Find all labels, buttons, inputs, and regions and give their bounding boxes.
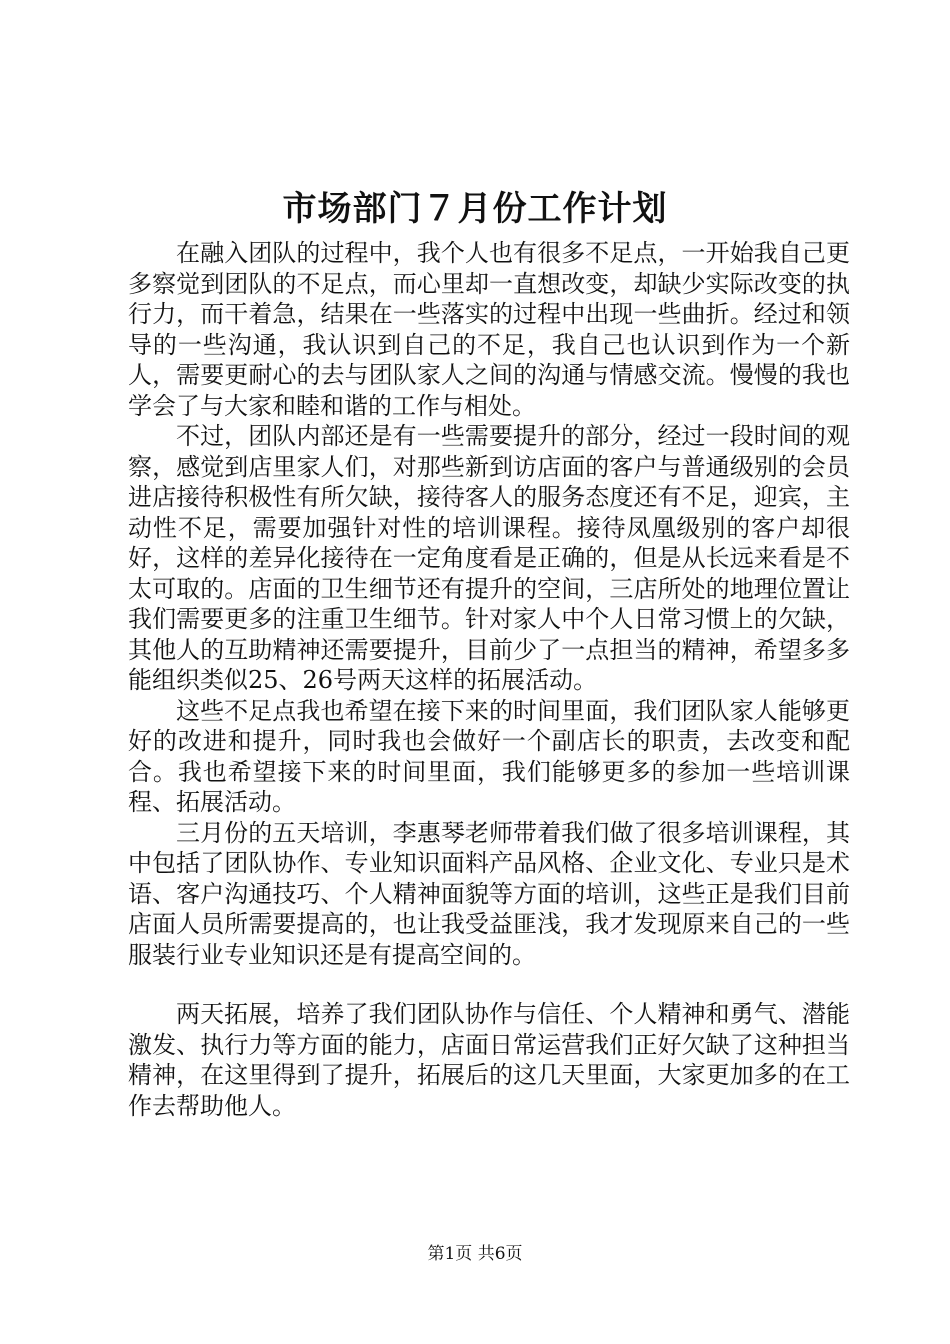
paragraph-5: 两天拓展，培养了我们团队协作与信任、个人精神和勇气、潜能激发、执行力等方面的能力，店面日常运营我们正好欠缺了这种担当精神，在这里得到了提升，拓展后的这几天里面，大家更加多的在工作去帮助他人。 [128,1000,850,1120]
document-body [128,238,850,1121]
paragraph-3: 这些不足点我也希望在接下来的时间里面，我们团队家人能够更好的改进和提升，同时我也会做好一个副店长的职责，去改变和配合。我也希望接下来的时间里面，我们能够更多的参加一些培训课程、拓展活动。 [128,696,850,816]
document-title: 市场部门７月份工作计划 [282,189,668,229]
page-footer: 第1页 共6页 [427,1244,523,1264]
paragraph-2: 不过，团队内部还是有一些需要提升的部分，经过一段时间的观察，感觉到店里家人们，对那些新到访店面的客户与普通级别的会员进店接待积极性有所欠缺，接待客人的服务态度还有不足，迎宾，主动性不足，需要加强针对性的培训课程。接待凤凰级别的客户却很好，这样的差异化接待在一定角度看是正确的，但是从长远来看是不太可取的。店面的卫生细节还有提升的空间，三店所处的地理位置让我们需要更多的注重卫生细节。针对家人中个人日常习惯上的欠缺，其他人的互助精神还需要提升，目前少了一点担当的精神，希望多多能组织类似25、26号两天这样的拓展活动。 [128,422,850,694]
paragraph-1: 在融入团队的过程中，我个人也有很多不足点，一开始我自己更多察觉到团队的不足点，而心里却一直想改变，却缺少实际改变的执行力，而干着急，结果在一些落实的过程中出现一些曲折。经过和领导的一些沟通，我认识到自己的不足，我自己也认识到作为一个新人，需要更耐心的去与团队家人之间的沟通与情感交流。慢慢的我也学会了与大家和睦和谐的工作与相处。 [128,239,850,420]
paragraph-4: 三月份的五天培训，李惠琴老师带着我们做了很多培训课程，其中包括了团队协作、专业知识面料产品风格、企业文化、专业只是术语、客户沟通技巧、个人精神面貌等方面的培训，这些正是我们目前店面人员所需要提高的，也让我受益匪浅，我才发现原来自己的一些服装行业专业知识还是有提高空间的。 [128,818,850,969]
